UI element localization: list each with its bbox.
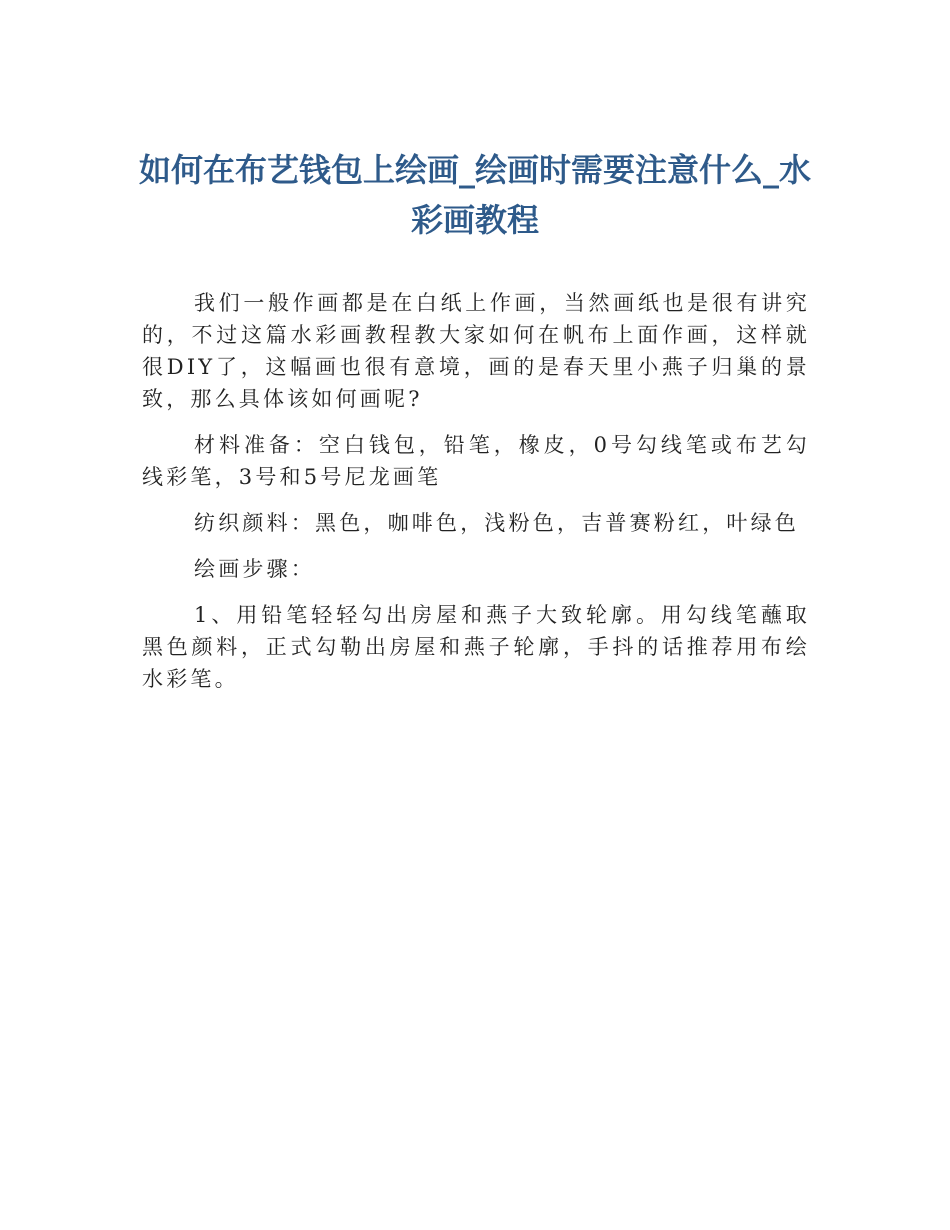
document-body — [142, 287, 810, 709]
step-1-paragraph: 1、用铅笔轻轻勾出房屋和燕子大致轮廓。用勾线笔蘸取黑色颜料，正式勾勒出房屋和燕子轮廓，手抖的话推荐用布绘水彩笔。 — [142, 603, 810, 691]
document-title: 如何在布艺钱包上绘画_绘画时需要注意什么_水彩画教程 — [138, 151, 811, 239]
intro-paragraph: 我们一般作画都是在白纸上作画，当然画纸也是很有讲究的，不过这篇水彩画教程教大家如何在帆布上面作画，这样就很DIY了，这幅画也很有意境，画的是春天里小燕子归巢的景致，那么具体该如何画呢? — [142, 291, 810, 411]
materials-paragraph: 材料准备：空白钱包，铅笔，橡皮，0号勾线笔或布艺勾线彩笔，3号和5号尼龙画笔 — [142, 433, 810, 489]
paints-paragraph: 纺织颜料：黑色，咖啡色，浅粉色，吉普赛粉红，叶绿色 — [194, 511, 799, 535]
steps-heading: 绘画步骤： — [194, 557, 315, 581]
